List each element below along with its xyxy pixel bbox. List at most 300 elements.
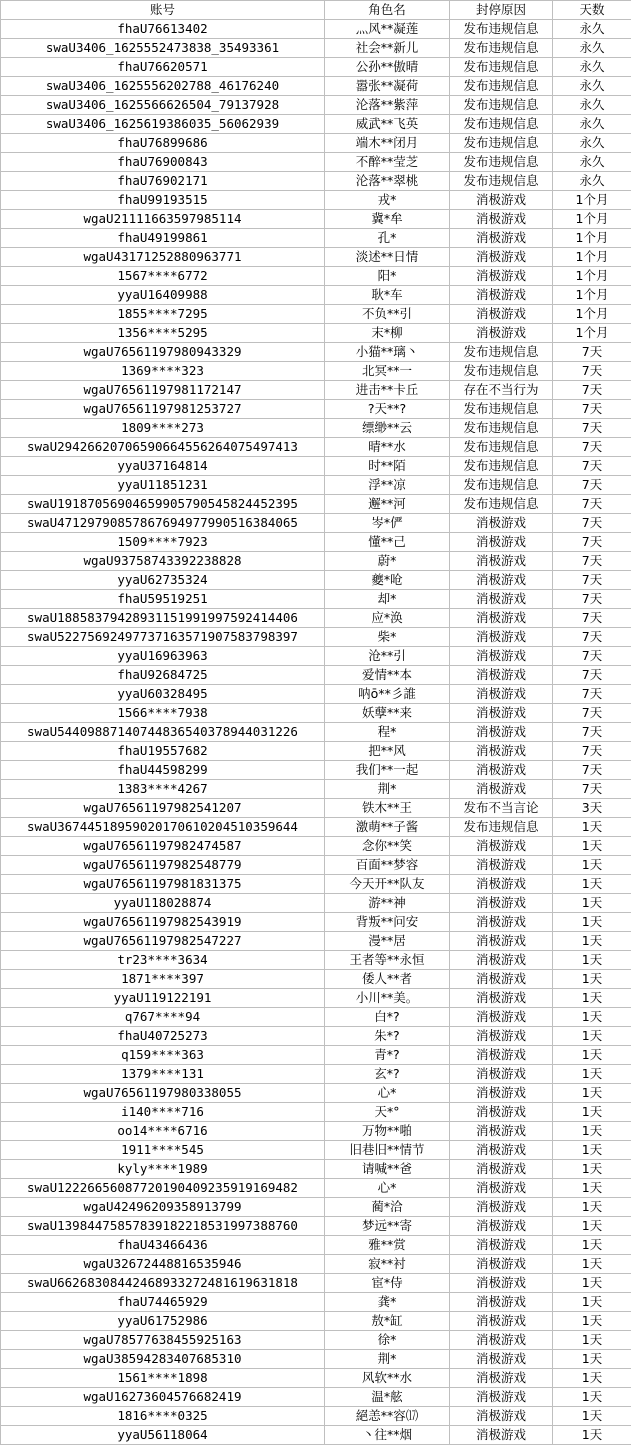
- table-row: [1, 704, 631, 723]
- cell-days: 1天: [553, 1008, 631, 1027]
- cell-days: 7天: [553, 609, 631, 628]
- cell-role-name: 温*舷: [325, 1388, 450, 1407]
- cell-account: swaU3406_1625619386035_56062939: [1, 115, 325, 134]
- cell-account: wgaU76561197982541207: [1, 799, 325, 818]
- cell-account: wgaU76561197982548779: [1, 856, 325, 875]
- cell-ban-reason: 消极游戏: [450, 1008, 553, 1027]
- table-row: [1, 913, 631, 932]
- cell-account: yyaU60328495: [1, 685, 325, 704]
- cell-role-name: 百面**梦容: [325, 856, 450, 875]
- table-row: [1, 571, 631, 590]
- table-row: [1, 1369, 631, 1388]
- table-row: [1, 533, 631, 552]
- cell-days: 1天: [553, 1236, 631, 1255]
- table-row: [1, 153, 631, 172]
- cell-days: 1天: [553, 1312, 631, 1331]
- cell-account: wgaU76561197982547227: [1, 932, 325, 951]
- cell-account: swaU29426620706590664556264075497413: [1, 438, 325, 457]
- cell-ban-reason: 发布违规信息: [450, 172, 553, 191]
- cell-account: wgaU76561197981172147: [1, 381, 325, 400]
- cell-days: 永久: [553, 134, 631, 153]
- cell-ban-reason: 消极游戏: [450, 1426, 553, 1445]
- cell-account: oo14****6716: [1, 1122, 325, 1141]
- cell-days: 1天: [553, 1198, 631, 1217]
- table-row: [1, 172, 631, 191]
- cell-role-name: 懂**己: [325, 533, 450, 552]
- cell-ban-reason: 消极游戏: [450, 951, 553, 970]
- cell-days: 1天: [553, 1103, 631, 1122]
- cell-days: 1天: [553, 1046, 631, 1065]
- cell-ban-reason: 发布违规信息: [450, 343, 553, 362]
- cell-role-name: 孔*: [325, 229, 450, 248]
- cell-account: fhaU74465929: [1, 1293, 325, 1312]
- cell-account: 1369****323: [1, 362, 325, 381]
- table-row: [1, 419, 631, 438]
- cell-days: 1天: [553, 1065, 631, 1084]
- cell-ban-reason: 消极游戏: [450, 305, 553, 324]
- cell-account: fhaU76613402: [1, 20, 325, 39]
- cell-account: yyaU16409988: [1, 286, 325, 305]
- cell-ban-reason: 消极游戏: [450, 1065, 553, 1084]
- cell-account: yyaU118028874: [1, 894, 325, 913]
- cell-account: fhaU92684725: [1, 666, 325, 685]
- table-row: [1, 39, 631, 58]
- cell-days: 1天: [553, 1122, 631, 1141]
- cell-account: kyly****1989: [1, 1160, 325, 1179]
- cell-role-name: 沦落**紫萍: [325, 96, 450, 115]
- cell-days: 1天: [553, 932, 631, 951]
- cell-ban-reason: 消极游戏: [450, 1331, 553, 1350]
- cell-ban-reason: 消极游戏: [450, 837, 553, 856]
- cell-role-name: 白*?: [325, 1008, 450, 1027]
- cell-ban-reason: 消极游戏: [450, 761, 553, 780]
- cell-role-name: 蔚*: [325, 552, 450, 571]
- table-row: [1, 1274, 631, 1293]
- table-row: [1, 742, 631, 761]
- cell-role-name: 漫**居: [325, 932, 450, 951]
- cell-account: swaU3406_1625566626504_79137928: [1, 96, 325, 115]
- cell-days: 7天: [553, 571, 631, 590]
- cell-days: 永久: [553, 77, 631, 96]
- cell-role-name: 敖*缸: [325, 1312, 450, 1331]
- cell-role-name: 应*涣: [325, 609, 450, 628]
- cell-role-name: 威武**飞英: [325, 115, 450, 134]
- cell-ban-reason: 消极游戏: [450, 286, 553, 305]
- cell-ban-reason: 消极游戏: [450, 590, 553, 609]
- cell-account: yyaU16963963: [1, 647, 325, 666]
- cell-role-name: 却*: [325, 590, 450, 609]
- table-row: [1, 666, 631, 685]
- cell-days: 7天: [553, 742, 631, 761]
- cell-ban-reason: 发布违规信息: [450, 818, 553, 837]
- cell-account: swaU18858379428931151991997592414406: [1, 609, 325, 628]
- table-row: [1, 457, 631, 476]
- cell-role-name: 请喊**爸: [325, 1160, 450, 1179]
- cell-ban-reason: 消极游戏: [450, 609, 553, 628]
- table-row: [1, 894, 631, 913]
- cell-days: 1天: [553, 1407, 631, 1426]
- cell-ban-reason: 发布违规信息: [450, 495, 553, 514]
- cell-ban-reason: 消极游戏: [450, 989, 553, 1008]
- cell-ban-reason: 消极游戏: [450, 780, 553, 799]
- table-row: [1, 1407, 631, 1426]
- cell-role-name: 公孙**傲晴: [325, 58, 450, 77]
- cell-days: 1天: [553, 875, 631, 894]
- cell-days: 7天: [553, 685, 631, 704]
- cell-days: 1天: [553, 894, 631, 913]
- cell-role-name: 沧**引: [325, 647, 450, 666]
- cell-days: 7天: [553, 362, 631, 381]
- cell-days: 永久: [553, 153, 631, 172]
- cell-role-name: 耿*车: [325, 286, 450, 305]
- table-row: [1, 324, 631, 343]
- cell-days: 1天: [553, 1274, 631, 1293]
- cell-ban-reason: 消极游戏: [450, 1217, 553, 1236]
- table-row: [1, 134, 631, 153]
- cell-role-name: 龚*: [325, 1293, 450, 1312]
- cell-ban-reason: 消极游戏: [450, 1027, 553, 1046]
- cell-role-name: 妖孽**来: [325, 704, 450, 723]
- cell-days: 1天: [553, 1426, 631, 1445]
- cell-account: 1911****545: [1, 1141, 325, 1160]
- cell-ban-reason: 发布违规信息: [450, 438, 553, 457]
- table-row: [1, 1350, 631, 1369]
- cell-ban-reason: 消极游戏: [450, 1236, 553, 1255]
- cell-ban-reason: 发布违规信息: [450, 77, 553, 96]
- cell-ban-reason: 消极游戏: [450, 210, 553, 229]
- table-row: [1, 286, 631, 305]
- cell-role-name: 不负**引: [325, 305, 450, 324]
- cell-role-name: 丶往**烟: [325, 1426, 450, 1445]
- cell-role-name: 邂**河: [325, 495, 450, 514]
- cell-account: yyaU119122191: [1, 989, 325, 1008]
- cell-days: 1天: [553, 1179, 631, 1198]
- cell-days: 永久: [553, 58, 631, 77]
- header-role-name: 角色名: [325, 1, 450, 20]
- cell-ban-reason: 发布违规信息: [450, 58, 553, 77]
- cell-account: i140****716: [1, 1103, 325, 1122]
- cell-role-name: 把**风: [325, 742, 450, 761]
- table-row: [1, 780, 631, 799]
- cell-days: 1个月: [553, 267, 631, 286]
- cell-role-name: 淡述**日情: [325, 248, 450, 267]
- cell-role-name: 念你**笑: [325, 837, 450, 856]
- table-row: [1, 229, 631, 248]
- cell-role-name: 宦*侍: [325, 1274, 450, 1293]
- cell-role-name: 端木**闭月: [325, 134, 450, 153]
- table-row: [1, 77, 631, 96]
- cell-account: wgaU78577638455925163: [1, 1331, 325, 1350]
- cell-days: 1天: [553, 1217, 631, 1236]
- cell-days: 1天: [553, 1350, 631, 1369]
- table-row: [1, 837, 631, 856]
- cell-account: swaU54409887140744836540378944031226: [1, 723, 325, 742]
- cell-role-name: 灬风**凝莲: [325, 20, 450, 39]
- cell-role-name: 荆*: [325, 780, 450, 799]
- cell-role-name: 不醉**莹芝: [325, 153, 450, 172]
- cell-days: 7天: [553, 552, 631, 571]
- cell-days: 1天: [553, 1027, 631, 1046]
- cell-account: wgaU76561197982543919: [1, 913, 325, 932]
- cell-role-name: 夔*呛: [325, 571, 450, 590]
- cell-ban-reason: 消极游戏: [450, 894, 553, 913]
- table-row: [1, 1160, 631, 1179]
- table-row: [1, 628, 631, 647]
- cell-ban-reason: 消极游戏: [450, 1274, 553, 1293]
- cell-account: 1383****4267: [1, 780, 325, 799]
- cell-role-name: 社会**新儿: [325, 39, 450, 58]
- cell-ban-reason: 消极游戏: [450, 875, 553, 894]
- cell-ban-reason: 消极游戏: [450, 324, 553, 343]
- cell-ban-reason: 消极游戏: [450, 1103, 553, 1122]
- cell-ban-reason: 消极游戏: [450, 1084, 553, 1103]
- table-row: [1, 1141, 631, 1160]
- cell-days: 永久: [553, 39, 631, 58]
- cell-ban-reason: 发布违规信息: [450, 153, 553, 172]
- table-row: [1, 1312, 631, 1331]
- cell-days: 1天: [553, 1369, 631, 1388]
- cell-role-name: 风软**水: [325, 1369, 450, 1388]
- cell-role-name: 戎*: [325, 191, 450, 210]
- cell-account: swaU19187056904659905790545824452395: [1, 495, 325, 514]
- cell-account: wgaU38594283407685310: [1, 1350, 325, 1369]
- cell-role-name: 末*柳: [325, 324, 450, 343]
- header-row: [1, 1, 631, 20]
- cell-ban-reason: 消极游戏: [450, 1407, 553, 1426]
- cell-role-name: 梦远**寄: [325, 1217, 450, 1236]
- cell-days: 7天: [553, 476, 631, 495]
- cell-days: 永久: [553, 20, 631, 39]
- table-row: [1, 343, 631, 362]
- cell-role-name: 絕恙**容⒄: [325, 1407, 450, 1426]
- cell-account: fhaU44598299: [1, 761, 325, 780]
- cell-role-name: 倭人**者: [325, 970, 450, 989]
- cell-account: wgaU42496209358913799: [1, 1198, 325, 1217]
- cell-ban-reason: 发布违规信息: [450, 476, 553, 495]
- cell-account: fhaU76902171: [1, 172, 325, 191]
- cell-days: 7天: [553, 495, 631, 514]
- table-row: [1, 1084, 631, 1103]
- cell-days: 1天: [553, 1160, 631, 1179]
- cell-account: wgaU21111663597985114: [1, 210, 325, 229]
- cell-role-name: 万物**啪: [325, 1122, 450, 1141]
- cell-account: wgaU93758743392238828: [1, 552, 325, 571]
- cell-role-name: 荆*: [325, 1350, 450, 1369]
- cell-days: 7天: [553, 666, 631, 685]
- cell-account: wgaU76561197982474587: [1, 837, 325, 856]
- cell-role-name: 呐ō**彡誰: [325, 685, 450, 704]
- cell-role-name: 缥缈**云: [325, 419, 450, 438]
- table-row: [1, 951, 631, 970]
- cell-days: 7天: [553, 514, 631, 533]
- cell-days: 7天: [553, 419, 631, 438]
- cell-ban-reason: 消极游戏: [450, 1350, 553, 1369]
- cell-role-name: 晴**水: [325, 438, 450, 457]
- table-row: [1, 856, 631, 875]
- table-row: [1, 590, 631, 609]
- cell-days: 1天: [553, 951, 631, 970]
- table-row: [1, 1388, 631, 1407]
- cell-account: wgaU76561197980943329: [1, 343, 325, 362]
- cell-ban-reason: 发布违规信息: [450, 362, 553, 381]
- cell-account: 1855****7295: [1, 305, 325, 324]
- cell-days: 1天: [553, 1084, 631, 1103]
- cell-account: wgaU76561197981253727: [1, 400, 325, 419]
- cell-account: q159****363: [1, 1046, 325, 1065]
- cell-account: 1809****273: [1, 419, 325, 438]
- table-row: [1, 495, 631, 514]
- table-row: [1, 609, 631, 628]
- table-row: [1, 305, 631, 324]
- table-row: [1, 191, 631, 210]
- cell-account: swaU47129790857867694977990516384065: [1, 514, 325, 533]
- table-row: [1, 381, 631, 400]
- cell-role-name: 心*: [325, 1179, 450, 1198]
- cell-days: 1天: [553, 1331, 631, 1350]
- cell-account: 1379****131: [1, 1065, 325, 1084]
- cell-ban-reason: 发布违规信息: [450, 134, 553, 153]
- cell-days: 1个月: [553, 248, 631, 267]
- cell-role-name: 程*: [325, 723, 450, 742]
- cell-role-name: 冀*牟: [325, 210, 450, 229]
- cell-ban-reason: 发布违规信息: [450, 115, 553, 134]
- cell-role-name: 游**神: [325, 894, 450, 913]
- cell-ban-reason: 消极游戏: [450, 514, 553, 533]
- cell-account: 1561****1898: [1, 1369, 325, 1388]
- cell-account: yyaU37164814: [1, 457, 325, 476]
- cell-ban-reason: 发布违规信息: [450, 20, 553, 39]
- cell-role-name: 雅**赏: [325, 1236, 450, 1255]
- table-row: [1, 1236, 631, 1255]
- table-row: [1, 210, 631, 229]
- cell-ban-reason: 消极游戏: [450, 1122, 553, 1141]
- cell-account: fhaU40725273: [1, 1027, 325, 1046]
- table-row: [1, 1331, 631, 1350]
- cell-account: swaU3406_1625552473838_35493361: [1, 39, 325, 58]
- cell-role-name: 小猫**璃丶: [325, 343, 450, 362]
- cell-ban-reason: 消极游戏: [450, 685, 553, 704]
- table-row: [1, 514, 631, 533]
- cell-days: 1天: [553, 989, 631, 1008]
- cell-ban-reason: 消极游戏: [450, 571, 553, 590]
- cell-days: 1天: [553, 1255, 631, 1274]
- cell-days: 7天: [553, 533, 631, 552]
- table-row: [1, 1046, 631, 1065]
- cell-days: 1个月: [553, 191, 631, 210]
- table-row: [1, 799, 631, 818]
- cell-account: yyaU11851231: [1, 476, 325, 495]
- cell-days: 1个月: [553, 324, 631, 343]
- cell-ban-reason: 消极游戏: [450, 1160, 553, 1179]
- cell-ban-reason: 消极游戏: [450, 191, 553, 210]
- cell-account: 1871****397: [1, 970, 325, 989]
- cell-role-name: 时**陌: [325, 457, 450, 476]
- cell-role-name: 王者等**永恒: [325, 951, 450, 970]
- cell-role-name: 天*°: [325, 1103, 450, 1122]
- cell-role-name: ?天**?: [325, 400, 450, 419]
- table-row: [1, 58, 631, 77]
- cell-role-name: 激萌**子酱: [325, 818, 450, 837]
- cell-account: fhaU49199861: [1, 229, 325, 248]
- cell-role-name: 今天开**队友: [325, 875, 450, 894]
- table-row: [1, 970, 631, 989]
- header-ban-reason: 封停原因: [450, 1, 553, 20]
- cell-days: 7天: [553, 647, 631, 666]
- cell-ban-reason: 消极游戏: [450, 723, 553, 742]
- table-row: [1, 1179, 631, 1198]
- table-row: [1, 932, 631, 951]
- table-row: [1, 875, 631, 894]
- cell-days: 7天: [553, 400, 631, 419]
- cell-days: 1天: [553, 1388, 631, 1407]
- cell-days: 1个月: [553, 210, 631, 229]
- cell-ban-reason: 消极游戏: [450, 913, 553, 932]
- cell-account: yyaU61752986: [1, 1312, 325, 1331]
- cell-ban-reason: 消极游戏: [450, 1046, 553, 1065]
- cell-account: 1816****0325: [1, 1407, 325, 1426]
- table-row: [1, 818, 631, 837]
- cell-days: 永久: [553, 115, 631, 134]
- table-row: [1, 1065, 631, 1084]
- cell-ban-reason: 消极游戏: [450, 248, 553, 267]
- cell-role-name: 嚣张**凝荷: [325, 77, 450, 96]
- table-row: [1, 1255, 631, 1274]
- cell-account: wgaU76561197980338055: [1, 1084, 325, 1103]
- cell-account: fhaU76620571: [1, 58, 325, 77]
- table-body: [1, 20, 631, 1445]
- cell-role-name: 进击**卡丘: [325, 381, 450, 400]
- cell-days: 永久: [553, 172, 631, 191]
- cell-days: 7天: [553, 457, 631, 476]
- table-row: [1, 362, 631, 381]
- cell-account: swaU13984475857839182218531997388760: [1, 1217, 325, 1236]
- cell-ban-reason: 消极游戏: [450, 932, 553, 951]
- cell-role-name: 浮**凉: [325, 476, 450, 495]
- cell-account: yyaU56118064: [1, 1426, 325, 1445]
- cell-days: 7天: [553, 381, 631, 400]
- cell-role-name: 沦落**翠桃: [325, 172, 450, 191]
- cell-ban-reason: 存在不当行为: [450, 381, 553, 400]
- table-row: [1, 96, 631, 115]
- cell-account: wgaU43171252880963771: [1, 248, 325, 267]
- cell-role-name: 心*: [325, 1084, 450, 1103]
- cell-days: 1天: [553, 1293, 631, 1312]
- cell-ban-reason: 发布违规信息: [450, 457, 553, 476]
- table-row: [1, 647, 631, 666]
- cell-ban-reason: 消极游戏: [450, 628, 553, 647]
- cell-ban-reason: 发布违规信息: [450, 39, 553, 58]
- cell-account: q767****94: [1, 1008, 325, 1027]
- cell-ban-reason: 消极游戏: [450, 666, 553, 685]
- cell-role-name: 北冥**一: [325, 362, 450, 381]
- table-row: [1, 1122, 631, 1141]
- cell-ban-reason: 发布违规信息: [450, 400, 553, 419]
- cell-ban-reason: 发布违规信息: [450, 96, 553, 115]
- cell-account: wgaU16273604576682419: [1, 1388, 325, 1407]
- cell-days: 7天: [553, 723, 631, 742]
- cell-account: tr23****3634: [1, 951, 325, 970]
- cell-ban-reason: 消极游戏: [450, 267, 553, 286]
- cell-role-name: 小川**美。: [325, 989, 450, 1008]
- cell-account: 1509****7923: [1, 533, 325, 552]
- cell-ban-reason: 消极游戏: [450, 552, 553, 571]
- cell-days: 7天: [553, 590, 631, 609]
- cell-ban-reason: 消极游戏: [450, 533, 553, 552]
- cell-account: yyaU62735324: [1, 571, 325, 590]
- table-row: [1, 438, 631, 457]
- cell-role-name: 寂**衬: [325, 1255, 450, 1274]
- table-row: [1, 552, 631, 571]
